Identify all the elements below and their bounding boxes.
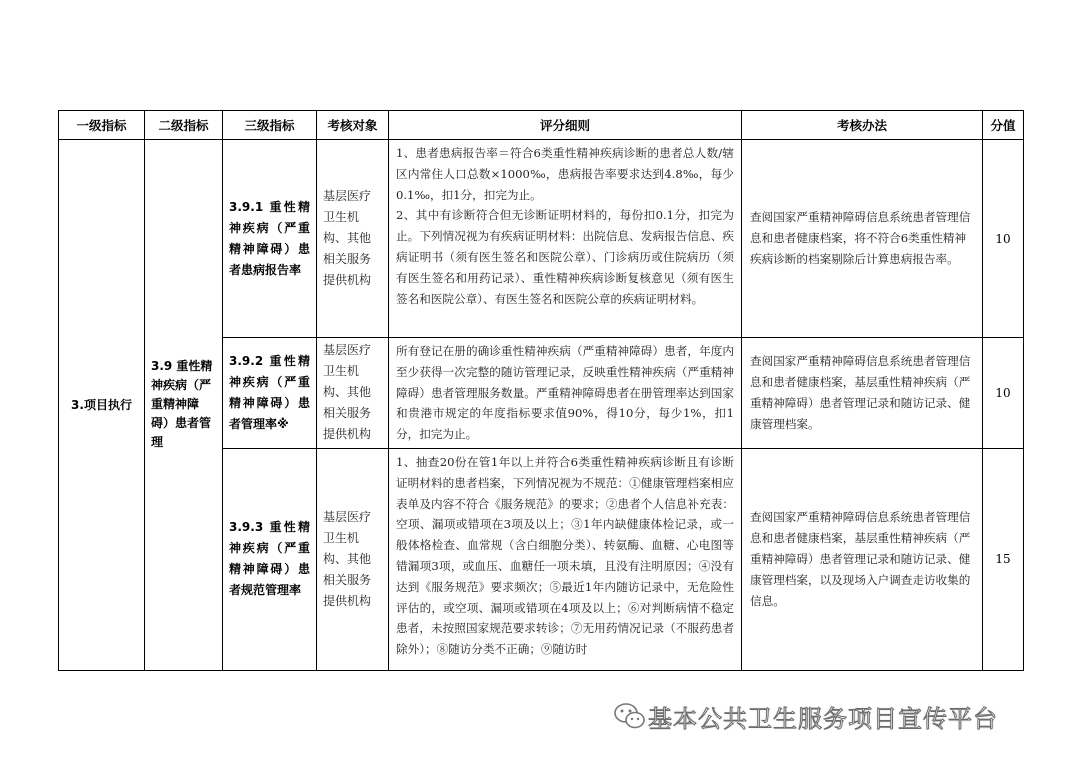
level3-cell: 3.9.1 重性精神疾病（严重精神障碍）患者患病报告率 [223, 140, 317, 338]
watermark-text: 基本公共卫生服务项目宣传平台 [648, 704, 998, 733]
target-cell: 基层医疗卫生机构、其他相关服务提供机构 [317, 448, 389, 670]
detail-cell: 1、患者患病报告率＝符合6类重性精神疾病诊断的患者总人数/辖区内常住人口总数×1000‰，患病报告率要求达到4.8‰，每少0.1‰，扣1分，扣完为止。 2、其中有诊断符合但无诊断证明材料的，每份扣0.1分，扣完为止。下列情况视为有疾病证明材料：出院信息、发病报告信息、疾病证明书（须有医生签名和医院公章）、门诊病历或住院病历（须有医生签名和用药记录）、重性精神疾病诊断复核意见（须有医生签名和医院公章）、有医生签名和医院公章的疾病证明材料。 [389, 140, 742, 338]
assessment-table [58, 110, 1024, 671]
detail-cell: 所有登记在册的确诊重性精神疾病（严重精神障碍）患者，年度内至少获得一次完整的随访管理记录，反映重性精神疾病（严重精神障碍）患者管理服务数量。严重精神障碍患者在册管理率达到国家和贵港市规定的年度指标要求值90%，得10分，每少1%，扣1分，扣完为止。 [389, 338, 742, 449]
score-cell: 10 [983, 140, 1024, 338]
target-cell: 基层医疗卫生机构、其他相关服务提供机构 [317, 338, 389, 449]
header-method: 考核办法 [742, 111, 983, 140]
level3-cell: 3.9.2 重性精神疾病（严重精神障碍）患者管理率※ [223, 338, 317, 449]
header-level2: 二级指标 [145, 111, 223, 140]
method-cell: 查阅国家严重精神障碍信息系统患者管理信息和患者健康档案，基层重性精神疾病（严重精神障碍）患者管理记录和随访记录、健康管理档案，以及现场入户调查走访收集的信息。 [742, 448, 983, 670]
score-cell: 10 [983, 338, 1024, 449]
wechat-icon [612, 701, 648, 731]
wechat-watermark [612, 696, 1052, 736]
header-target: 考核对象 [317, 111, 389, 140]
header-detail: 评分细则 [389, 111, 742, 140]
method-cell: 查阅国家严重精神障碍信息系统患者管理信息和患者健康档案，基层重性精神疾病（严重精神障碍）患者管理记录和随访记录、健康管理档案。 [742, 338, 983, 449]
header-score: 分值 [983, 111, 1024, 140]
header-level1: 一级指标 [59, 111, 145, 140]
level2-cell: 3.9 重性精神疾病（严重精神障碍）患者管理 [145, 140, 223, 671]
score-cell: 15 [983, 448, 1024, 670]
table-header-row [59, 111, 1024, 140]
detail-cell: 1、抽查20份在管1年以上并符合6类重性精神疾病诊断且有诊断证明材料的患者档案，下列情况视为不规范：①健康管理档案相应表单及内容不符合《服务规范》的要求；②患者个人信息补充表：空项、漏项或错项在3项及以上；③1年内缺健康体检记录，或一般体格检查、血常规（含白细胞分类）、转氨酶、血糖、心电图等错漏项3项，或血压、血糖任一项未填，且没有注明原因；④没有达到《服务规范》要求频次；⑤最近1年内随访记录中，无危险性评估的，或空项、漏项或错项在4项及以上；⑥对判断病情不稳定患者，未按照国家规范要求转诊；⑦无用药情况记录（不服药患者除外）；⑧随访分类不正确；⑨随访时 [389, 448, 742, 670]
header-level3: 三级指标 [223, 111, 317, 140]
method-cell: 查阅国家严重精神障碍信息系统患者管理信息和患者健康档案，将不符合6类重性精神疾病诊断的档案剔除后计算患病报告率。 [742, 140, 983, 338]
table-row [59, 140, 1024, 338]
level1-cell: 3.项目执行 [59, 140, 145, 671]
level3-cell: 3.9.3 重性精神疾病（严重精神障碍）患者规范管理率 [223, 448, 317, 670]
target-cell: 基层医疗卫生机构、其他相关服务提供机构 [317, 140, 389, 338]
